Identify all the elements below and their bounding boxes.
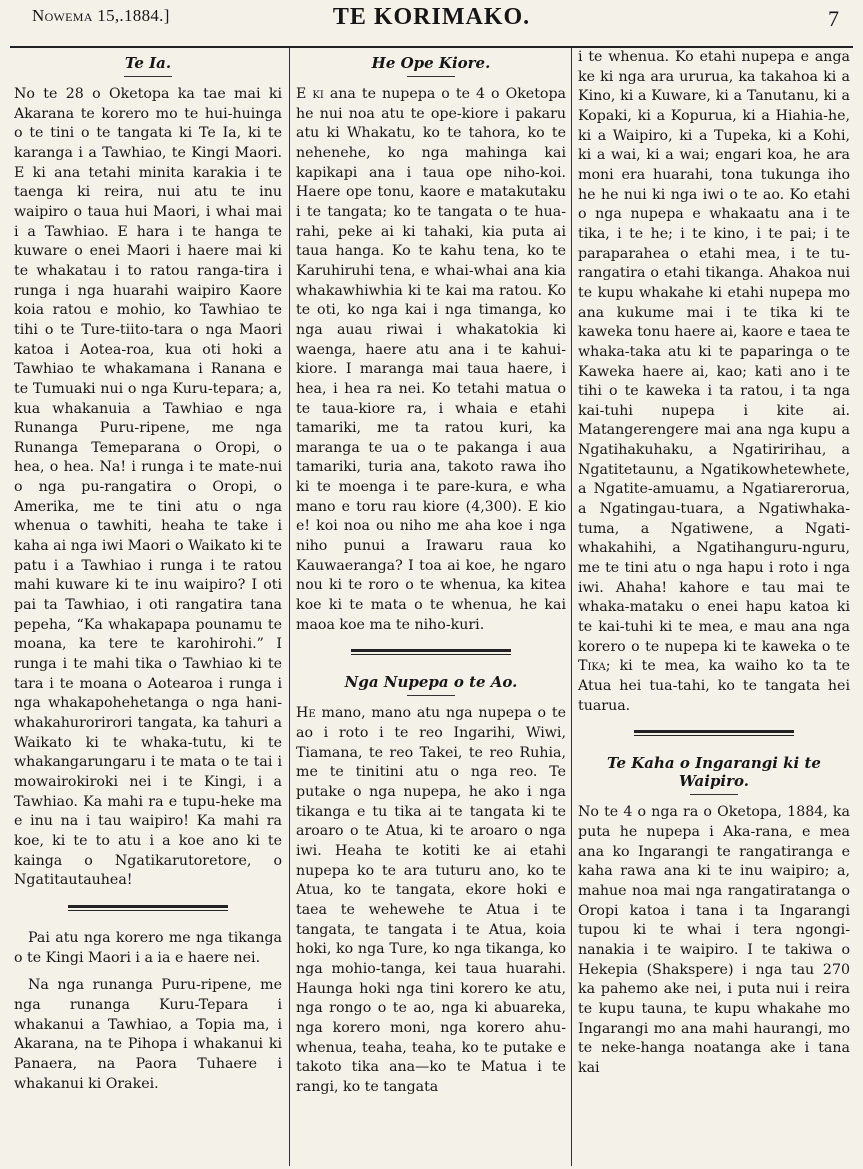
article-paragraph [578,48,850,716]
column-1 [14,48,282,1166]
article-paragraph: Na nga runanga Puru-ripene, me nga runanga Kuru-Tepara i whakanui a Tawhiao, a Topia ma, i Akarana, na te Pihopa i whakanui ki Panaera, na Paora Tuhaere i whakanui ki Orakei. [14,977,282,1092]
column-3 [578,48,850,1166]
article-paragraph: No te 4 o nga ra o Oketopa, 1884, ka puta he nupepa i Aka-rana, e mea ana ko Ingarangi te rangatiranga e kaha rawa ana ki te inu waipiro; a, mahue noa mai nga rangatiratanga o Oropi katoa i tana i ta Ingarangi tupou ki te whai i tera ngongi-nanakia i te waipiro. I te takiwa o Hekepia (Shakspere) i nga tau 270 ka pahemo ake nei, i puta nui i reira te kupu tauna, te kupu whakahe mo Ingarangi mo ana mahi haurangi, mo te neke-hanga noatanga ake i tana kai [578,804,850,1076]
article-heading: Nga Nupepa o te Ao. [344,673,518,692]
paragraph-text: ana te nupepa o te 4 o Oketopa he nui noa atu te ope-kiore i pakaru atu ki Whakatu, ko te tahora, ko te nehenehe, ko nga mahinga kai kapikapi ana i taua ope niho-koi. Haere ope tonu, kaore e matakutaku i te tangata; ko te tangata o te hua-rahi, peke ai ki tahaki, kia puta ai taua hanga. Ko te kahu tena, ko te Karuhiruhi tena, e whai-whai ana kia whakawhiwhia ki te kai ma ratou. Ko te oti, ko nga kai i nga timanga, ko nga auau riwai i whakatokia ki waenga, haere atu ana i te kahui-kiore. I maranga mai taua haere, i hea, i hea ra nei. Ko tetahi matua o te taua-kiore ra, i whaia e etahi tamariki, me ta ratou kuri, ka maranga te ua o te pakanga i aua tamariki, turia ana, takoto rawa iho ki te moenga i te pare-kura, e wha mano e toru rau kiore (4,300). E kio e! koi noa ou niho me aha koe i nga niho punui a Irawaru raua ko Kauwaeranga? I toa ai koe, he ngaro nou ki te roro o te whenua, ka kitea koe ki te mata o te whenua, he kai maoa koe ma te niho-kuri. [296,86,566,633]
page-number: 7 [828,6,839,31]
emphasis-text: Tika [578,658,606,675]
section-divider [634,730,794,736]
article-heading: Te Ia. [124,54,172,72]
article-heading: Te Kaha o Ingarangi ki te Waipiro. [607,754,821,791]
paragraph-text: ; ki te mea, ka waiho ko ta te Atua hei tua-tahi, ko te tangata hei tuarua. [578,658,850,714]
paragraph-text: mano, mano atu nga nupepa o te ao i roto i te reo Ingarihi, Wiwi, Tiamana, te reo Takei, te reo Ruhia, me te tinitini atu o nga reo. Te putake o nga nupepa, he ako i nga tikanga e tu tika ai te tangata ki te aroaro o te Atua, ki te aroaro o nga iwi. Heaha te kotiti ke ai etahi nupepa ko te ara tuturu ano, ko te Atua, ko te tangata, ekore hoki e taea te wehewehe te Atua i te tangata, te tangata i te Atua, koia hoki, ko nga Ture, ko nga tikanga, ko nga mohio-tanga, kei taua huarahi. Haunga hoki nga tini korero ke atu, nga rongo o te ao, nga ki abuareka, nga korero moni, nga korero ahu-whenua, teaha, teaha, ko te putake e takoto tika ana—ko te Matua i te rangi, ko te tangata [296,705,566,1095]
column-2 [296,48,566,1166]
article-paragraph: No te 28 o Oketopa ka tae mai ki Akarana te korero mo te hui-huinga o te tini o te tangata ki Te Ia, ki te karanga i a Tawhiao, te Kingi Maori. E ki ana tetahi minita karakia i te taenga ki reira, nui atu te inu waipiro o taua hui Maori, i whai mai i a Tawhiao. E hara i te hanga te kuware o enei Maori i haere mai ki te whakatau i to ratou ranga-tira i runga i nga huarahi waipiro Kaore koia ratou e mohio, ko Tawhiao te tihi o te Ture-tiito-tara o nga Maori katoa i Aotea-roa, kua oti hoki a Tawhiao te whakamana i Ranana e te Tumuaki nui o nga Kuru-tepara; a, kua whakanuia a Tawhiao e nga Runanga Puru-ripene, me nga Runanga Temeparana o Oropi, o hea, o hea. Na! i runga i te mate-nui o nga pu-rangatira o Oropi, o Amerika, me te tini atu o nga whenua o tawhiti, heaha te take i kaha ai nga iwi Maori o Waikato ki te patu i a Tawhiao i runga i te ratou mahi kuware ki te inu waipiro? I oti pai ta Tawhiao, i oti rangatira tana pepeha, “Ka whakapapa pounamu te moana, ka tere te karohirohi.” I runga i te mahi tika o Tawhiao ki te tara i te moana o Aotearoa i runga i nga whakapohehetanga o nga hani-whakahurorirori tangata, ka tahuri a Waikato ki te whaka-tutu, ki te whakangarungaru i te mata o te tai i mowairokiroki nei i te Kingi, i a Tawhiao. Ka mahi ra e tupu-heke ma e inu na i tau waipiro! Ka mahi ra koe, ki te to atu i a koe ano ki te kainga o Ngatikarutoretore, o Ngatitautauhea! [14,86,282,889]
issue-date: Nowema 15,.1884.] [32,6,170,25]
column-divider [289,48,290,1166]
section-divider [351,649,511,655]
masthead [10,0,853,48]
heading-rule [407,695,455,696]
section-divider [68,905,228,911]
paragraph-text: i te whenua. Ko etahi nupepa e anga ke ki nga ara ururua, ka takahoa ki a Kino, ki a Kuware, ki a Tanutanu, ki a Kopaki, ki a Kopurua, ki a Hiahia-he, ki a Waipiro, ki a Tupeka, ki a Kohi, ki a wai, ki a wai; engari koa, he ara moni era huarahi, tona tukunga iho he he nui ki nga iwi o te ao. Ko etahi o nga nupepa e whakaatu ana i te tika, i te he; i te kino, i te pai; i te paraparahea o etahi mea, i te tu-rangatira o etahi tikanga. Ahakoa nui te kupu whakahe ki etahi nupepa mo ana kukume mai i te tika ki te kaweka tonu haere ai, kaore e taea te whaka-taka atu ki te paparinga o te Kaweka haere ai, kao; kati ano i te tihi o te kaweka i ta ratou, i ta nga kai-tuhi nupepa i kite ai. Matangerengere mai ana nga kupu a Ngatihakuhaku, a Ngatiririhau, a Ngatitetaunu, a Ngatikowhetewhete, a Ngatite-amuamu, a Ngatiarerorua, a Ngatingau-tuara, a Ngatiwhaka-tuma, a Ngatiwene, a Ngati-whakahihi, a Ngatihanguru-nguru, me te tini atu o nga hapu i roto i nga iwi. Ahaha! kahore e tau mai te whaka-mataku o enei hapu katoa ki te kai-tuhi ki te mea, e mau ana nga korero o te nupepa ki te kaweka o te [578,49,850,655]
newspaper-title: TE KORIMAKO. [332,4,531,30]
heading-rule [690,794,738,795]
opening-words: E ki [296,86,324,102]
article-heading: He Ope Kiore. [371,54,491,72]
heading-rule [407,76,455,77]
column-divider [571,48,572,1166]
heading-rule [124,76,172,77]
article-paragraph: Pai atu nga korero me nga tikanga o te Kingi Maori i a ia e haere nei. [14,929,282,966]
article-paragraph [296,704,566,1097]
article-paragraph [296,85,566,635]
opening-words: He [296,705,316,722]
